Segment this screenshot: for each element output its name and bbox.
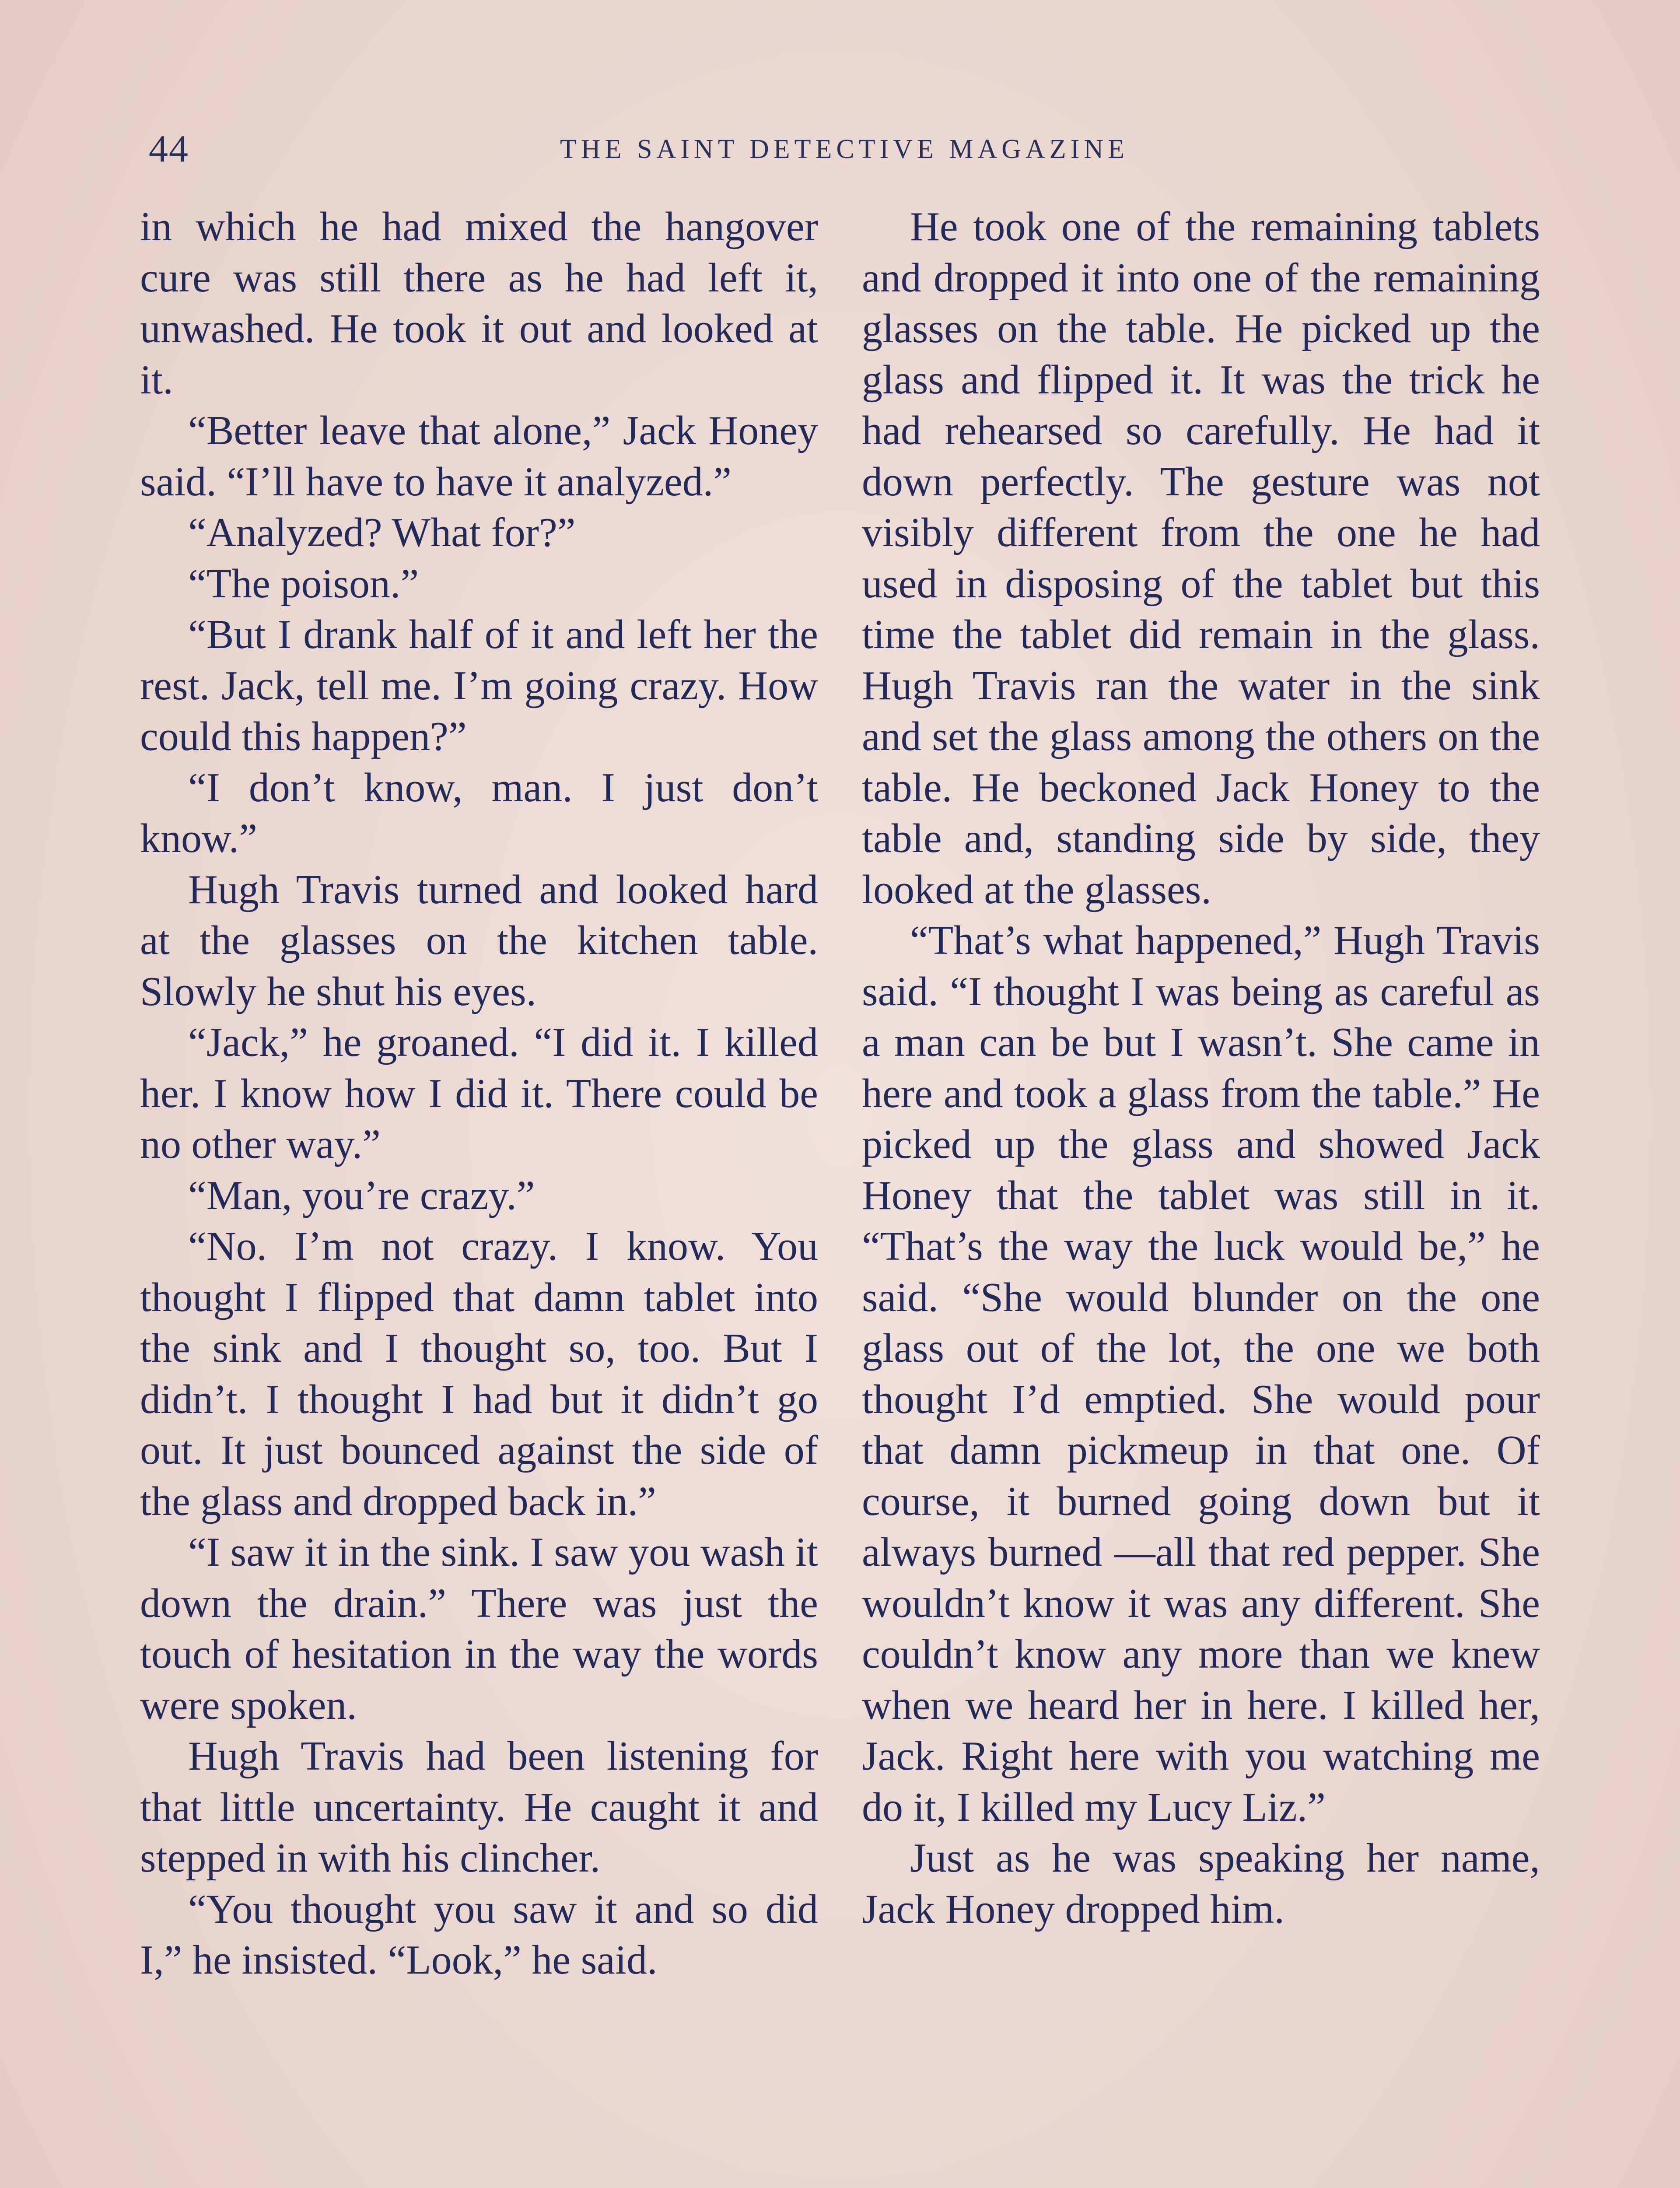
paragraph: “I don’t know, man. I just don’t know.” — [140, 764, 818, 861]
paragraph: Just as he was speaking her name, Jack Honey dropped him. — [862, 1835, 1540, 1932]
paragraph: Hugh Travis turned and looked hard at the glasses on the kitchen table. Slowly he shut his eyes. — [140, 866, 818, 1014]
running-head: THE SAINT DETECTIVE MAGAZINE — [560, 134, 1129, 164]
page-header — [149, 127, 1540, 179]
left-column — [140, 201, 818, 1986]
paragraph: “Better leave that alone,” Jack Honey said. “I’ll have to have it analyzed.” — [140, 408, 818, 505]
paragraph: “Man, you’re crazy.” — [188, 1172, 535, 1218]
paragraph: “You thought you saw it and so did I,” he insisted. “Look,” he said. — [140, 1886, 818, 1983]
paragraph: “But I drank half of it and left her the rest. Jack, tell me. I’m going crazy. How could this happen?” — [140, 612, 818, 759]
paragraph: “I saw it in the sink. I saw you wash it down the drain.” There was just the touch of hesitation in the way the words were spoken. — [140, 1529, 818, 1728]
paragraph: “Jack,” he groaned. “I did it. I killed her. I know how I did it. There could be no other way.” — [140, 1020, 818, 1167]
paragraph: “Analyzed? What for?” — [188, 510, 576, 555]
page-number: 44 — [149, 128, 189, 170]
paragraph: “No. I’m not crazy. I know. You thought I flipped that damn tablet into the sink and I thought so, too. But I didn’t. I thought I had but it didn’t go out. It just bounced against the side of the glass and dropped back in.” — [140, 1224, 818, 1524]
paragraph: He took one of the remaining tablets and dropped it into one of the remaining glasses on the table. He picked up the glass and flipped it. It was the trick he had rehearsed so carefully. He had it down perfectly. The gesture was not visibly different from the one he had used in disposing of the tablet but this time the tablet did remain in the glass. Hugh Travis ran the water in the sink and set the glass among the others on the table. He beckoned Jack Honey to the table and, standing side by side, they looked at the glasses. — [862, 204, 1540, 912]
right-column — [862, 201, 1540, 1935]
paragraph: “That’s what happened,” Hugh Travis said. “I thought I was being as careful as a man can be but I wasn’t. She came in here and took a glass from the table.” He picked up the glass and showed Jack Honey that the tablet was still in it. “That’s the way the luck would be,” he said. “She would blunder on the one glass out of the lot, the one we both thought I’d emptied. She would pour that damn pickmeup in that one. Of course, it burned going down but it always burned —all that red pepper. She wouldn’t know it was any different. She couldn’t know any more than we knew when we heard her in here. I killed her, Jack. Right here with you watching me do it, I killed my Lucy Liz.” — [862, 918, 1540, 1830]
paragraph: “The poison.” — [188, 561, 419, 607]
paragraph: Hugh Travis had been listening for that little uncertainty. He caught it and stepped in with his clincher. — [140, 1733, 818, 1881]
paragraph: in which he had mixed the hangover cure was still there as he had left it, unwashed. He took it out and looked at it. — [140, 204, 818, 403]
